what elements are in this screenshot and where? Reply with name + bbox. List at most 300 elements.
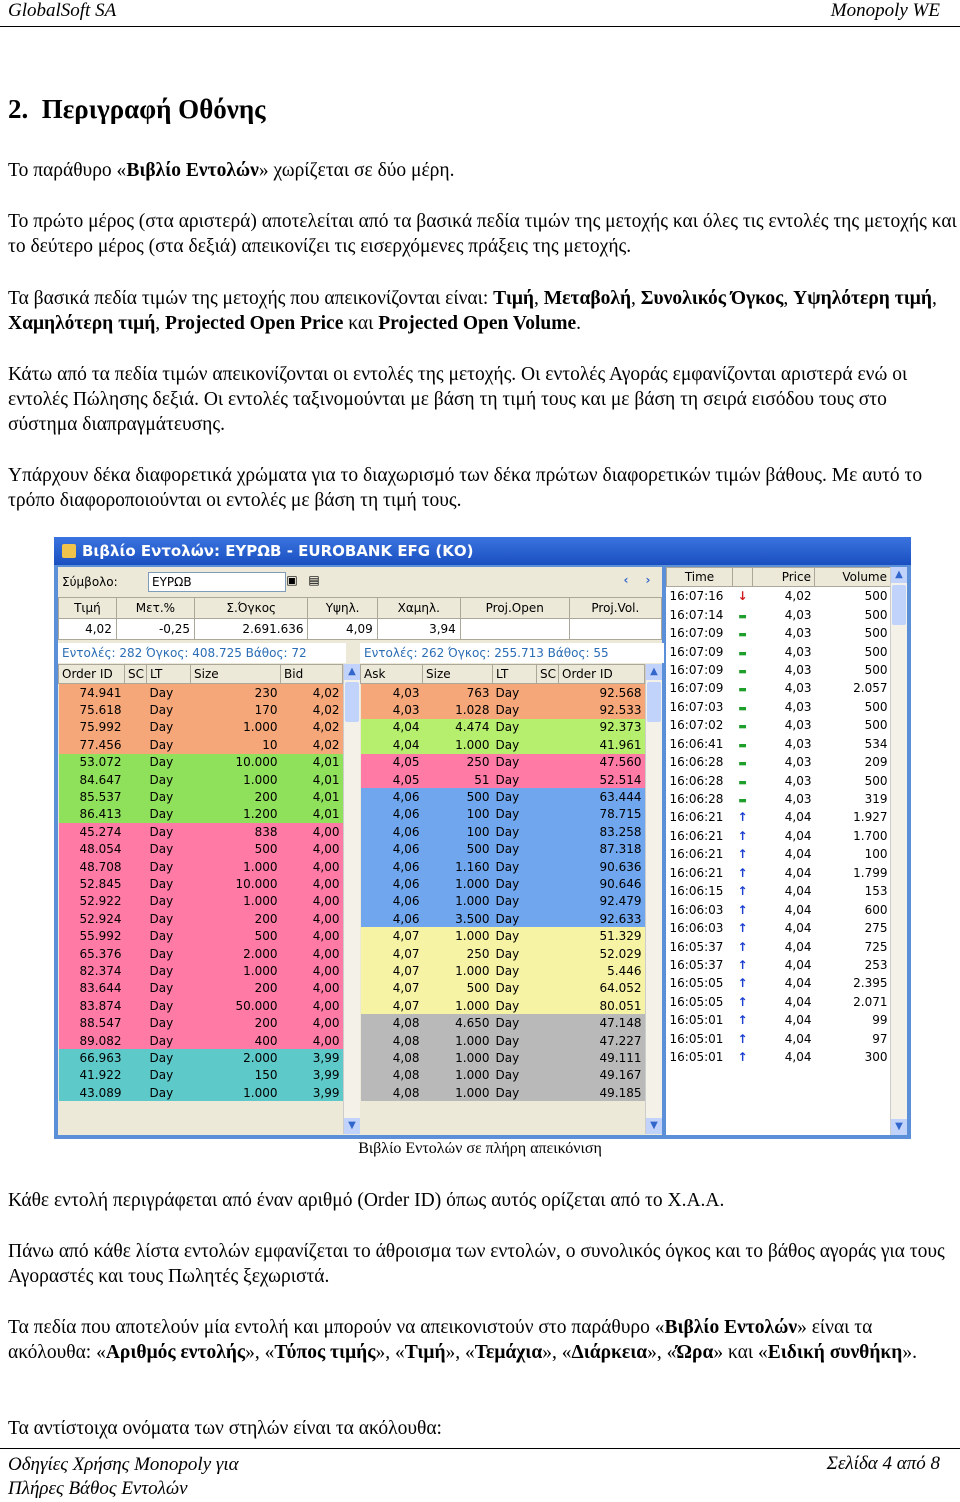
sell-order-row[interactable] (361, 684, 645, 702)
table-cell: 55.992 (79, 929, 122, 944)
table-cell: Day (495, 703, 520, 718)
table-cell: 16:07:16 (669, 589, 724, 604)
table-cell (733, 735, 753, 753)
buy-order-row[interactable] (59, 823, 343, 840)
table-cell: 100 (466, 824, 490, 839)
table-cell: Day (495, 737, 520, 752)
table-cell (125, 701, 147, 718)
figure-caption: Βιβλίο Εντολών σε πλήρη απεικόνιση (358, 1140, 602, 1157)
sell-order-row[interactable] (361, 788, 645, 805)
table-cell: 16:06:28 (669, 755, 724, 770)
scroll-up-icon[interactable]: ▲ (344, 664, 360, 680)
flat-dash-icon: ▬ (738, 796, 747, 807)
table-cell (125, 927, 147, 944)
trade-row[interactable] (667, 827, 891, 845)
table-cell (537, 927, 559, 944)
table-cell: 16:07:09 (669, 626, 724, 641)
sell-order-row[interactable] (361, 1014, 645, 1031)
table-cell: 4,06 (392, 824, 420, 839)
table-cell: 1.160 (455, 859, 490, 874)
flat-dash-icon: ▬ (738, 611, 747, 622)
trade-row[interactable] (667, 845, 891, 863)
table-cell: 4,00 (312, 981, 340, 996)
table-cell (537, 719, 559, 736)
sell-order-row[interactable] (361, 806, 645, 823)
table-cell: 10 (262, 737, 278, 752)
field-header[interactable]: Proj.Open (460, 598, 569, 619)
field-header[interactable]: Υψηλ. (308, 598, 377, 619)
sell-order-row[interactable] (361, 841, 645, 858)
price-fields-table (58, 597, 662, 640)
table-cell: 4,02 (784, 589, 812, 604)
table-cell: Day (149, 772, 174, 787)
column-header[interactable]: SC (125, 665, 147, 684)
sell-order-row[interactable] (361, 875, 645, 892)
trade-row[interactable] (667, 605, 891, 623)
table-cell: 16:05:37 (669, 957, 724, 972)
table-cell: 4,04 (784, 865, 812, 880)
flat-dash-icon: ▬ (738, 722, 747, 733)
table-cell: Day (149, 1085, 174, 1100)
sell-order-row[interactable] (361, 736, 645, 753)
table-cell: 74.941 (79, 685, 122, 700)
table-cell: 500 (254, 842, 278, 857)
buy-order-row[interactable] (59, 1032, 343, 1049)
table-cell: 100 (466, 807, 490, 822)
column-header[interactable]: Order ID (559, 665, 645, 684)
table-cell: Day (495, 1033, 520, 1048)
table-cell (733, 900, 753, 918)
table-cell: 75.618 (79, 703, 122, 718)
field-header[interactable]: Σ.Όγκος (195, 598, 308, 619)
table-cell: 49.185 (599, 1085, 642, 1100)
symbol-input[interactable] (148, 572, 286, 592)
table-cell: 500 (864, 699, 888, 714)
table-cell (125, 875, 147, 892)
field-value: 4,09 (308, 619, 377, 640)
table-cell: 275 (864, 921, 888, 936)
buy-order-row[interactable] (59, 754, 343, 771)
table-cell: 4,01 (312, 807, 340, 822)
table-cell: Day (149, 859, 174, 874)
table-cell: 41.922 (79, 1068, 122, 1083)
table-cell (537, 997, 559, 1014)
table-cell: 16:07:03 (669, 699, 724, 714)
table-cell: Day (495, 842, 520, 857)
table-cell: 200 (254, 981, 278, 996)
table-cell (537, 1014, 559, 1031)
table-cell: 92.568 (599, 685, 642, 700)
table-cell: 500 (466, 790, 490, 805)
trade-row[interactable] (667, 1048, 891, 1066)
table-cell: 83.644 (79, 981, 122, 996)
sell-order-row[interactable] (361, 1067, 645, 1084)
buy-order-row[interactable] (59, 736, 343, 753)
table-cell: 4,00 (312, 946, 340, 961)
table-cell (733, 642, 753, 660)
column-header[interactable]: LT (493, 665, 537, 684)
table-cell (537, 1084, 559, 1101)
trade-row[interactable] (667, 1030, 891, 1048)
page-header (0, 0, 960, 27)
table-cell: 10.000 (235, 755, 278, 770)
trade-row[interactable] (667, 698, 891, 716)
table-cell: 16:06:21 (669, 847, 724, 862)
table-cell: Day (495, 963, 520, 978)
field-header[interactable]: Χαμηλ. (377, 598, 460, 619)
table-cell: 80.051 (599, 998, 642, 1013)
table-cell: 92.373 (599, 720, 642, 735)
table-cell (537, 1049, 559, 1066)
table-cell: 4,08 (392, 1016, 420, 1031)
table-cell: 48.054 (79, 842, 122, 857)
sell-order-row[interactable] (361, 858, 645, 875)
trade-row[interactable] (667, 624, 891, 642)
sell-summary: Εντολές: 262 Όγκος: 255.713 Βάθος: 55 (360, 643, 664, 663)
table-cell: 16:05:37 (669, 939, 724, 954)
table-cell: 45.274 (79, 824, 122, 839)
trade-row[interactable] (667, 716, 891, 734)
arrow-up-icon: ↑ (737, 1050, 748, 1065)
trade-row[interactable] (667, 919, 891, 937)
buy-order-row[interactable] (59, 701, 343, 718)
table-cell: 500 (466, 981, 490, 996)
table-cell: 4,04 (784, 1050, 812, 1065)
table-cell: 500 (864, 626, 888, 641)
buy-order-row[interactable] (59, 980, 343, 997)
buy-order-row[interactable] (59, 927, 343, 944)
table-cell (125, 893, 147, 910)
table-cell: 1.000 (243, 1085, 278, 1100)
table-cell (537, 1032, 559, 1049)
buy-order-row[interactable] (59, 788, 343, 805)
table-cell: 4,00 (312, 876, 340, 891)
scroll-down-icon[interactable]: ▼ (646, 1118, 662, 1134)
table-cell: 500 (864, 662, 888, 677)
buy-order-row[interactable] (59, 858, 343, 875)
column-header (733, 568, 753, 587)
table-cell (537, 858, 559, 875)
table-cell: 16:06:03 (669, 902, 724, 917)
buy-order-row[interactable] (59, 841, 343, 858)
table-cell: 16:06:21 (669, 810, 724, 825)
sell-order-row[interactable] (361, 719, 645, 736)
table-cell: 4,03 (784, 718, 812, 733)
trade-row[interactable] (667, 753, 891, 771)
table-cell: 1.000 (455, 894, 490, 909)
table-cell: Day (149, 842, 174, 857)
table-cell: 43.089 (79, 1085, 122, 1100)
table-cell: 4,07 (392, 981, 420, 996)
trade-row[interactable] (667, 679, 891, 697)
column-header[interactable]: Volume (815, 568, 891, 587)
table-cell: 500 (864, 607, 888, 622)
table-cell: 4,04 (392, 737, 420, 752)
sell-order-row[interactable] (361, 1049, 645, 1066)
buy-order-row[interactable] (59, 945, 343, 962)
field-header[interactable]: Proj.Vol. (569, 598, 661, 619)
table-cell: 16:07:09 (669, 644, 724, 659)
table-cell: 1.000 (243, 720, 278, 735)
buy-order-row[interactable] (59, 962, 343, 979)
table-cell: 5.446 (607, 963, 642, 978)
sell-order-row[interactable] (361, 945, 645, 962)
trade-row[interactable] (667, 771, 891, 789)
table-cell: 250 (466, 755, 490, 770)
scroll-thumb[interactable] (345, 682, 359, 722)
table-cell: 200 (254, 790, 278, 805)
table-cell: 53.072 (79, 755, 122, 770)
table-cell (733, 882, 753, 900)
table-cell: Day (495, 911, 520, 926)
table-cell: Day (495, 1085, 520, 1100)
buy-order-row[interactable] (59, 893, 343, 910)
table-cell: 16:05:05 (669, 976, 724, 991)
table-cell: 50.000 (235, 998, 278, 1013)
table-cell: 4,03 (784, 644, 812, 659)
buy-order-row[interactable] (59, 1084, 343, 1101)
sell-scrollbar[interactable] (645, 664, 662, 1134)
table-cell: 89.082 (79, 1033, 122, 1048)
table-cell: 16:05:01 (669, 1031, 724, 1046)
table-cell (537, 893, 559, 910)
table-cell (733, 956, 753, 974)
trade-row[interactable] (667, 587, 891, 606)
table-cell: 400 (254, 1033, 278, 1048)
column-header[interactable]: Price (753, 568, 815, 587)
sell-order-row[interactable] (361, 771, 645, 788)
trade-row[interactable] (667, 661, 891, 679)
table-cell (125, 754, 147, 771)
table-cell: 4,01 (312, 790, 340, 805)
next-arrow-icon[interactable]: › (645, 573, 651, 587)
search-icon[interactable]: ▣ (286, 573, 298, 587)
table-cell: 230 (254, 685, 278, 700)
footer-doc-title: Οδηγίες Χρήσης Monopoly για Πλήρες Βάθος Εντολών (8, 1454, 239, 1499)
window-titlebar[interactable] (54, 537, 911, 565)
buy-order-row[interactable] (59, 910, 343, 927)
table-cell: 4,03 (784, 699, 812, 714)
field-header[interactable]: Μετ.% (116, 598, 194, 619)
trade-row[interactable] (667, 956, 891, 974)
column-header[interactable]: Time (667, 568, 733, 587)
table-cell: Day (149, 946, 174, 961)
scroll-up-icon[interactable]: ▲ (646, 664, 662, 680)
order-book-window (54, 537, 911, 1139)
table-cell: 1.000 (243, 963, 278, 978)
trade-row[interactable] (667, 790, 891, 808)
sell-order-row[interactable] (361, 997, 645, 1014)
table-cell: 2.071 (853, 994, 888, 1009)
paragraph-4: Κάτω από τα πεδία τιμών απεικονίζονται οι εντολές της μετοχής. Οι εντολές Αγοράς εμφανίζονται αριστερά ενώ οι εντολές Πώλησης δεξιά. Οι εντολές ταξινομούνται με βάση τη τιμή τους και με βάση τη σειρά εισόδου τους στο σύστημα διαπραγμάτευσης. (8, 364, 908, 435)
trade-row[interactable] (667, 808, 891, 826)
column-header[interactable]: Order ID (59, 665, 125, 684)
scroll-up-icon[interactable]: ▲ (891, 567, 907, 583)
table-cell: 4,04 (784, 902, 812, 917)
scroll-thumb[interactable] (647, 682, 661, 722)
buy-scrollbar[interactable] (343, 664, 360, 1134)
table-cell: 16:07:14 (669, 607, 724, 622)
table-cell: 2.057 (853, 681, 888, 696)
table-cell: 4,03 (784, 681, 812, 696)
table-cell: 47.227 (599, 1033, 642, 1048)
buy-order-row[interactable] (59, 684, 343, 702)
table-cell: 4,04 (784, 884, 812, 899)
table-cell: 75.992 (79, 720, 122, 735)
table-cell (125, 823, 147, 840)
table-cell: 4,01 (312, 755, 340, 770)
table-cell (125, 962, 147, 979)
sell-order-row[interactable] (361, 962, 645, 979)
table-cell: 1.000 (455, 876, 490, 891)
prev-arrow-icon[interactable]: ‹ (623, 573, 629, 587)
table-cell (537, 823, 559, 840)
table-cell: 3,99 (312, 1068, 340, 1083)
sell-order-row[interactable] (361, 980, 645, 997)
table-cell: 4,00 (312, 894, 340, 909)
trades-scrollbar[interactable] (890, 567, 907, 1135)
table-cell: 4,01 (312, 772, 340, 787)
table-cell: Day (495, 772, 520, 787)
table-cell: 4,02 (312, 703, 340, 718)
table-cell: 16:06:28 (669, 773, 724, 788)
trade-row[interactable] (667, 937, 891, 955)
table-cell: 92.633 (599, 911, 642, 926)
arrow-up-icon: ↑ (737, 810, 748, 825)
table-cell: 319 (864, 792, 888, 807)
sell-order-row[interactable] (361, 927, 645, 944)
trade-row[interactable] (667, 864, 891, 882)
table-cell (733, 864, 753, 882)
column-header[interactable]: LT (147, 665, 191, 684)
table-cell: 48.708 (79, 859, 122, 874)
table-cell: 4,08 (392, 1033, 420, 1048)
field-value (569, 619, 661, 640)
table-cell: Day (149, 1050, 174, 1065)
settings-icon[interactable]: ▤ (308, 573, 320, 587)
table-cell: 52.922 (79, 894, 122, 909)
page-footer (0, 1448, 960, 1502)
sell-order-row[interactable] (361, 701, 645, 718)
table-cell: 83.874 (79, 998, 122, 1013)
scroll-down-icon[interactable]: ▼ (344, 1118, 360, 1134)
table-cell: 4,03 (784, 736, 812, 751)
table-cell: 100 (864, 847, 888, 862)
table-cell: 63.444 (599, 790, 642, 805)
buy-order-row[interactable] (59, 719, 343, 736)
trade-row[interactable] (667, 642, 891, 660)
app-icon (62, 544, 76, 558)
table-cell: 200 (254, 911, 278, 926)
column-header[interactable]: Size (423, 665, 493, 684)
table-cell: 3,99 (312, 1050, 340, 1065)
trade-row[interactable] (667, 1011, 891, 1029)
trade-row[interactable] (667, 735, 891, 753)
flat-dash-icon: ▬ (738, 703, 747, 714)
table-cell: 1.000 (243, 859, 278, 874)
table-cell: 1.028 (455, 703, 490, 718)
scroll-down-icon[interactable]: ▼ (891, 1119, 907, 1135)
table-cell: 3,99 (312, 1085, 340, 1100)
buy-order-row[interactable] (59, 1049, 343, 1066)
buy-order-row[interactable] (59, 1014, 343, 1031)
trade-row[interactable] (667, 974, 891, 992)
trade-row[interactable] (667, 900, 891, 918)
trade-row[interactable] (667, 882, 891, 900)
table-cell: Day (149, 807, 174, 822)
table-cell: 1.000 (455, 1050, 490, 1065)
sell-order-row[interactable] (361, 910, 645, 927)
sell-order-row[interactable] (361, 893, 645, 910)
arrow-up-icon: ↑ (737, 884, 748, 899)
table-cell: 1.000 (243, 772, 278, 787)
trade-row[interactable] (667, 993, 891, 1011)
table-cell: Day (149, 963, 174, 978)
table-cell (733, 587, 753, 606)
table-cell: Day (495, 1050, 520, 1065)
table-cell: 92.479 (599, 894, 642, 909)
table-cell: 4,03 (784, 792, 812, 807)
table-cell (733, 1011, 753, 1029)
sell-order-row[interactable] (361, 1084, 645, 1101)
buy-order-row[interactable] (59, 806, 343, 823)
table-cell (733, 845, 753, 863)
table-cell: Day (495, 755, 520, 770)
table-cell: 4,03 (392, 703, 420, 718)
sell-order-row[interactable] (361, 754, 645, 771)
table-cell (125, 736, 147, 753)
buy-order-row[interactable] (59, 771, 343, 788)
table-cell: 78.715 (599, 807, 642, 822)
table-cell (733, 1048, 753, 1066)
table-cell: 4,08 (392, 1068, 420, 1083)
table-cell: 65.376 (79, 946, 122, 961)
field-value: 3,94 (377, 619, 460, 640)
buy-orders-table (58, 664, 343, 1101)
buy-order-row[interactable] (59, 875, 343, 892)
symbol-row (58, 571, 662, 595)
sell-order-row[interactable] (361, 823, 645, 840)
column-header[interactable]: Bid (281, 665, 343, 684)
scroll-thumb[interactable] (892, 585, 906, 625)
table-cell: 4,07 (392, 946, 420, 961)
table-cell (537, 754, 559, 771)
table-cell: 250 (466, 946, 490, 961)
column-header[interactable]: Size (191, 665, 281, 684)
field-header[interactable]: Τιμή (59, 598, 117, 619)
table-cell: 16:06:21 (669, 865, 724, 880)
table-cell: 16:06:15 (669, 884, 724, 899)
arrow-down-icon: ↓ (737, 589, 748, 604)
table-cell: 725 (864, 939, 888, 954)
table-cell: Day (149, 737, 174, 752)
table-cell: 2.000 (243, 1050, 278, 1065)
column-header[interactable]: SC (537, 665, 559, 684)
table-cell: 47.560 (599, 755, 642, 770)
table-cell: 4,02 (312, 720, 340, 735)
table-cell: 1.700 (853, 828, 888, 843)
flat-dash-icon: ▬ (738, 740, 747, 751)
column-header[interactable]: Ask (361, 665, 423, 684)
table-cell (733, 679, 753, 697)
table-cell: 4,04 (784, 847, 812, 862)
buy-order-row[interactable] (59, 1067, 343, 1084)
table-cell (537, 736, 559, 753)
arrow-up-icon: ↑ (737, 994, 748, 1009)
sell-order-row[interactable] (361, 1032, 645, 1049)
buy-order-row[interactable] (59, 997, 343, 1014)
table-cell (125, 684, 147, 702)
